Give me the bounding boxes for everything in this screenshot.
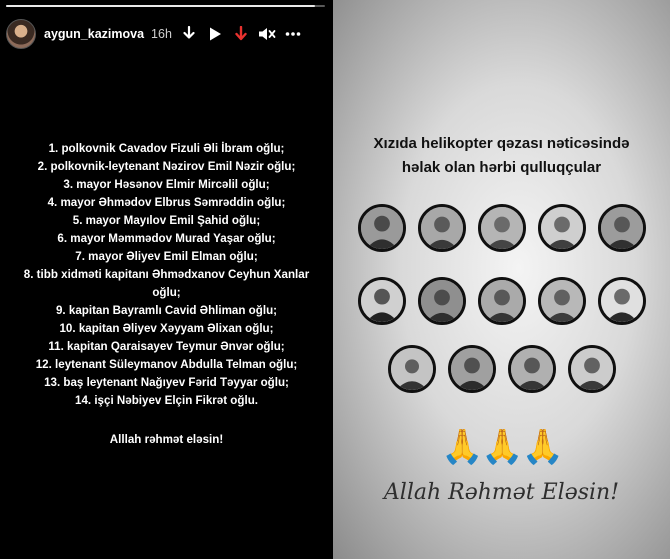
casualty-list [0,140,333,410]
list-item: 8. tibb xidməti kapitanı Əhmədxanov Ceyhun Xanlar oğlu; [23,268,310,299]
list-item: 1. polkovnik Cavadov Fizuli Əli İbram oğlu; [48,142,285,155]
portrait [598,204,646,252]
play-icon[interactable] [204,23,226,45]
portrait [388,345,436,393]
list-item: 10. kapitan Əliyev Xəyyam Əlixan oğlu; [59,322,274,335]
story-progress-fill [6,5,315,7]
list-item: 13. baş leytenant Nağıyev Fərid Təyyar oğlu; [44,376,289,389]
portrait [568,345,616,393]
portrait-row-1 [333,204,670,252]
avatar[interactable] [6,19,36,49]
title-line-1: Xızıda helikopter qəzası nəticəsində [373,135,630,152]
portrait [418,277,466,325]
memorial-title [333,132,670,180]
more-icon[interactable] [282,23,304,45]
portrait [448,345,496,393]
memorial-graphic [333,0,670,559]
portrait [358,277,406,325]
story-header [6,18,327,50]
portrait [538,204,586,252]
portrait-row-2 [333,277,670,325]
list-item: 5. mayor Mayılov Emil Şahid oğlu; [72,214,261,227]
portrait [508,345,556,393]
list-item: 2. polkovnik-leytenant Nəzirov Emil Nəzir oğlu; [37,160,296,173]
list-item: 11. kapitan Qaraisayev Teymur Ənvər oğlu; [48,340,285,353]
story-panel [0,0,333,559]
story-progress-bar [6,5,325,7]
username[interactable]: aygun_kazimova [44,27,145,41]
list-item: 3. mayor Həsənov Elmir Mircəlil oğlu; [63,178,270,191]
script-caption: Allah Rəhmət Eləsin! [383,480,620,505]
mute-icon[interactable] [256,23,278,45]
download-icon[interactable] [178,23,200,45]
list-item: 4. mayor Əhmədov Elbrus Səmrəddin oğlu; [47,196,286,209]
closing-text: Alllah rəhmət eləsin! [109,433,224,446]
list-item: 9. kapitan Bayramlı Cavid Əhliman oğlu; [55,304,278,317]
portrait [478,204,526,252]
portrait [538,277,586,325]
portrait [418,204,466,252]
down-arrow-icon[interactable] [230,23,252,45]
list-item: 12. leytenant Süleymanov Abdulla Telman oğlu; [35,358,298,371]
praying-hands-emoji: 🙏🙏🙏 [440,428,562,466]
portrait-row-3 [333,345,670,393]
title-line-2: həlak olan hərbi qulluqçular [401,159,602,176]
story-controls [174,23,304,45]
timestamp: 16h [151,27,172,41]
list-item: 7. mayor Əliyev Emil Elman oğlu; [75,250,258,263]
list-item: 14. işçi Nəbiyev Elçin Fikrət oğlu. [75,394,258,407]
list-item: 6. mayor Məmmədov Murad Yaşar oğlu; [57,232,276,245]
portrait [358,204,406,252]
portrait [478,277,526,325]
portrait [598,277,646,325]
